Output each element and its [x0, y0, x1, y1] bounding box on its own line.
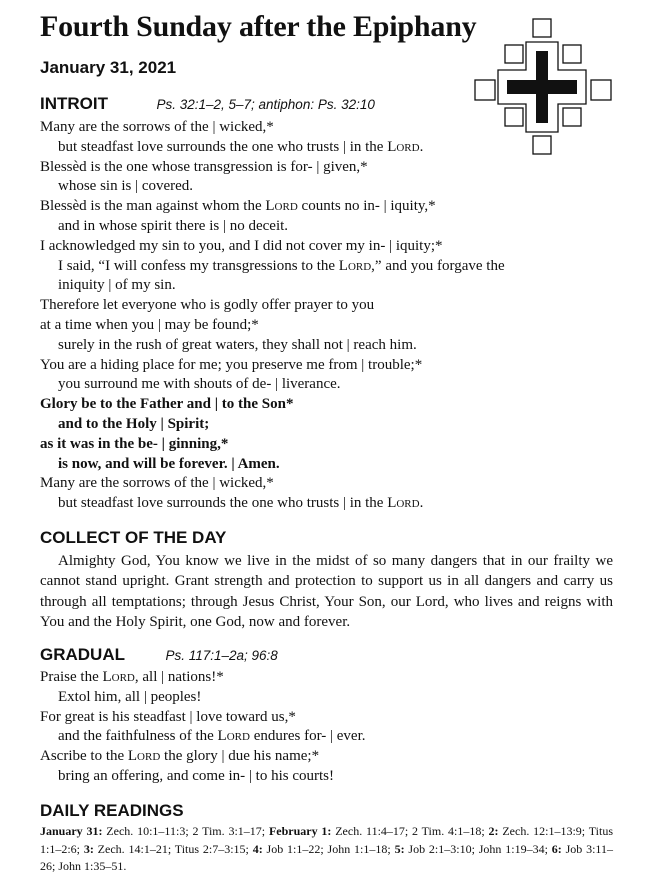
- introit-line: you surround me with shouts of de- | liverance.: [58, 376, 341, 393]
- daily-readings-heading: DAILY READINGS: [40, 801, 184, 820]
- introit-line: You are a hiding place for me; you preserve me from | trouble;*: [40, 356, 423, 373]
- introit-line: Many are the sorrows of the | wicked,*: [40, 475, 274, 492]
- daily-readings-text: [40, 823, 613, 876]
- gradual-heading: GRADUAL: [40, 645, 125, 664]
- page-title: Fourth Sunday after the Epiphany: [40, 10, 477, 43]
- introit-line: Glory be to the Father and | to the Son*: [40, 396, 294, 413]
- introit-heading: INTROIT: [40, 94, 108, 113]
- reading-refs: Job 2:1–3:10; John 1:19–34;: [404, 841, 552, 856]
- gradual-line: bring an offering, and come in- | to his courts!: [58, 767, 334, 784]
- reading-day: 3:: [83, 841, 94, 856]
- gradual-line: For great is his steadfast | love toward us,*: [40, 708, 296, 725]
- introit-line: Therefore let everyone who is godly offer prayer to you: [40, 297, 375, 314]
- introit-line: whose sin is | covered.: [58, 178, 194, 195]
- service-date: January 31, 2021: [40, 58, 177, 77]
- introit-line: surely in the rush of great waters, they shall not | reach him.: [58, 336, 417, 353]
- introit-line: is now, and will be forever. | Amen.: [58, 455, 280, 472]
- gradual-reference: Ps. 117:1–2a; 96:8: [165, 648, 278, 663]
- reading-day: 6:: [551, 841, 562, 856]
- gradual-header: [40, 645, 278, 665]
- introit-line: and in whose spirit there is | no deceit.: [58, 217, 289, 234]
- reading-refs: Zech. 12:1–13:9; Titus 1:1–2:6;: [40, 824, 613, 856]
- daily-readings-header: [40, 801, 184, 821]
- reading-day: 4:: [252, 841, 263, 856]
- reading-day: January 31:: [40, 824, 103, 838]
- collect-text: [40, 551, 613, 632]
- collect-header: [40, 528, 226, 548]
- reading-day: 5:: [394, 841, 405, 856]
- introit-line: iniquity | of my sin.: [58, 277, 176, 294]
- introit-line: I acknowledged my sin to you, and I did not cover my in- | iquity;*: [40, 237, 443, 254]
- reading-day: February 1:: [268, 824, 332, 838]
- introit-line: as it was in the be- | ginning,*: [40, 435, 229, 452]
- introit-line: Blessèd is the one whose transgression is for- | given,*: [40, 158, 368, 175]
- gradual-line: Ascribe to the Lord the glory | due his name;*: [40, 748, 320, 765]
- reading-day: 2:: [488, 824, 499, 838]
- introit-line: I said, “I will confess my transgressions to the Lord,” and you forgave the: [58, 257, 505, 274]
- reading-refs: Zech. 10:1–11:3; 2 Tim. 3:1–17;: [102, 824, 269, 838]
- introit-line: Many are the sorrows of the | wicked,*: [40, 119, 274, 135]
- reading-refs: Job 1:1–22; John 1:1–18;: [262, 841, 395, 856]
- introit-line: but steadfast love surrounds the one who trusts | in the Lord.: [58, 495, 424, 512]
- gradual-line: Praise the Lord, all | nations!*: [40, 669, 224, 685]
- introit-line: and to the Holy | Spirit;: [58, 415, 210, 432]
- introit-line: but steadfast love surrounds the one who trusts | in the Lord.: [58, 138, 424, 155]
- reading-refs: Zech. 11:4–17; 2 Tim. 4:1–18;: [331, 824, 489, 838]
- introit-line: at a time when you | may be found;*: [40, 316, 259, 333]
- introit-text: [40, 118, 625, 514]
- collect-heading: COLLECT OF THE DAY: [40, 528, 227, 547]
- gradual-text: [40, 668, 625, 787]
- introit-header: [40, 94, 375, 114]
- reading-refs: Zech. 14:1–21; Titus 2:7–3:15;: [93, 841, 253, 856]
- gradual-line: and the faithfulness of the Lord endures for- | ever.: [58, 728, 366, 745]
- introit-reference: Ps. 32:1–2, 5–7; antiphon: Ps. 32:10: [156, 97, 375, 112]
- introit-line: Blessèd is the man against whom the Lord counts no in- | iquity,*: [40, 198, 436, 215]
- reading-refs: Job 3:11–26; John 1:35–51.: [40, 841, 613, 873]
- collect-paragraph: Almighty God, You know we live in the midst of so many dangers that in our frailty we cannot stand upright. Grant strength and protection to support us in all dangers and carry us through all temptations; through Jesus Christ, Your Son, our Lord, who lives and reigns with You and the Holy Spirit, one God, now and forever.: [40, 553, 613, 630]
- gradual-line: Extol him, all | peoples!: [58, 688, 202, 705]
